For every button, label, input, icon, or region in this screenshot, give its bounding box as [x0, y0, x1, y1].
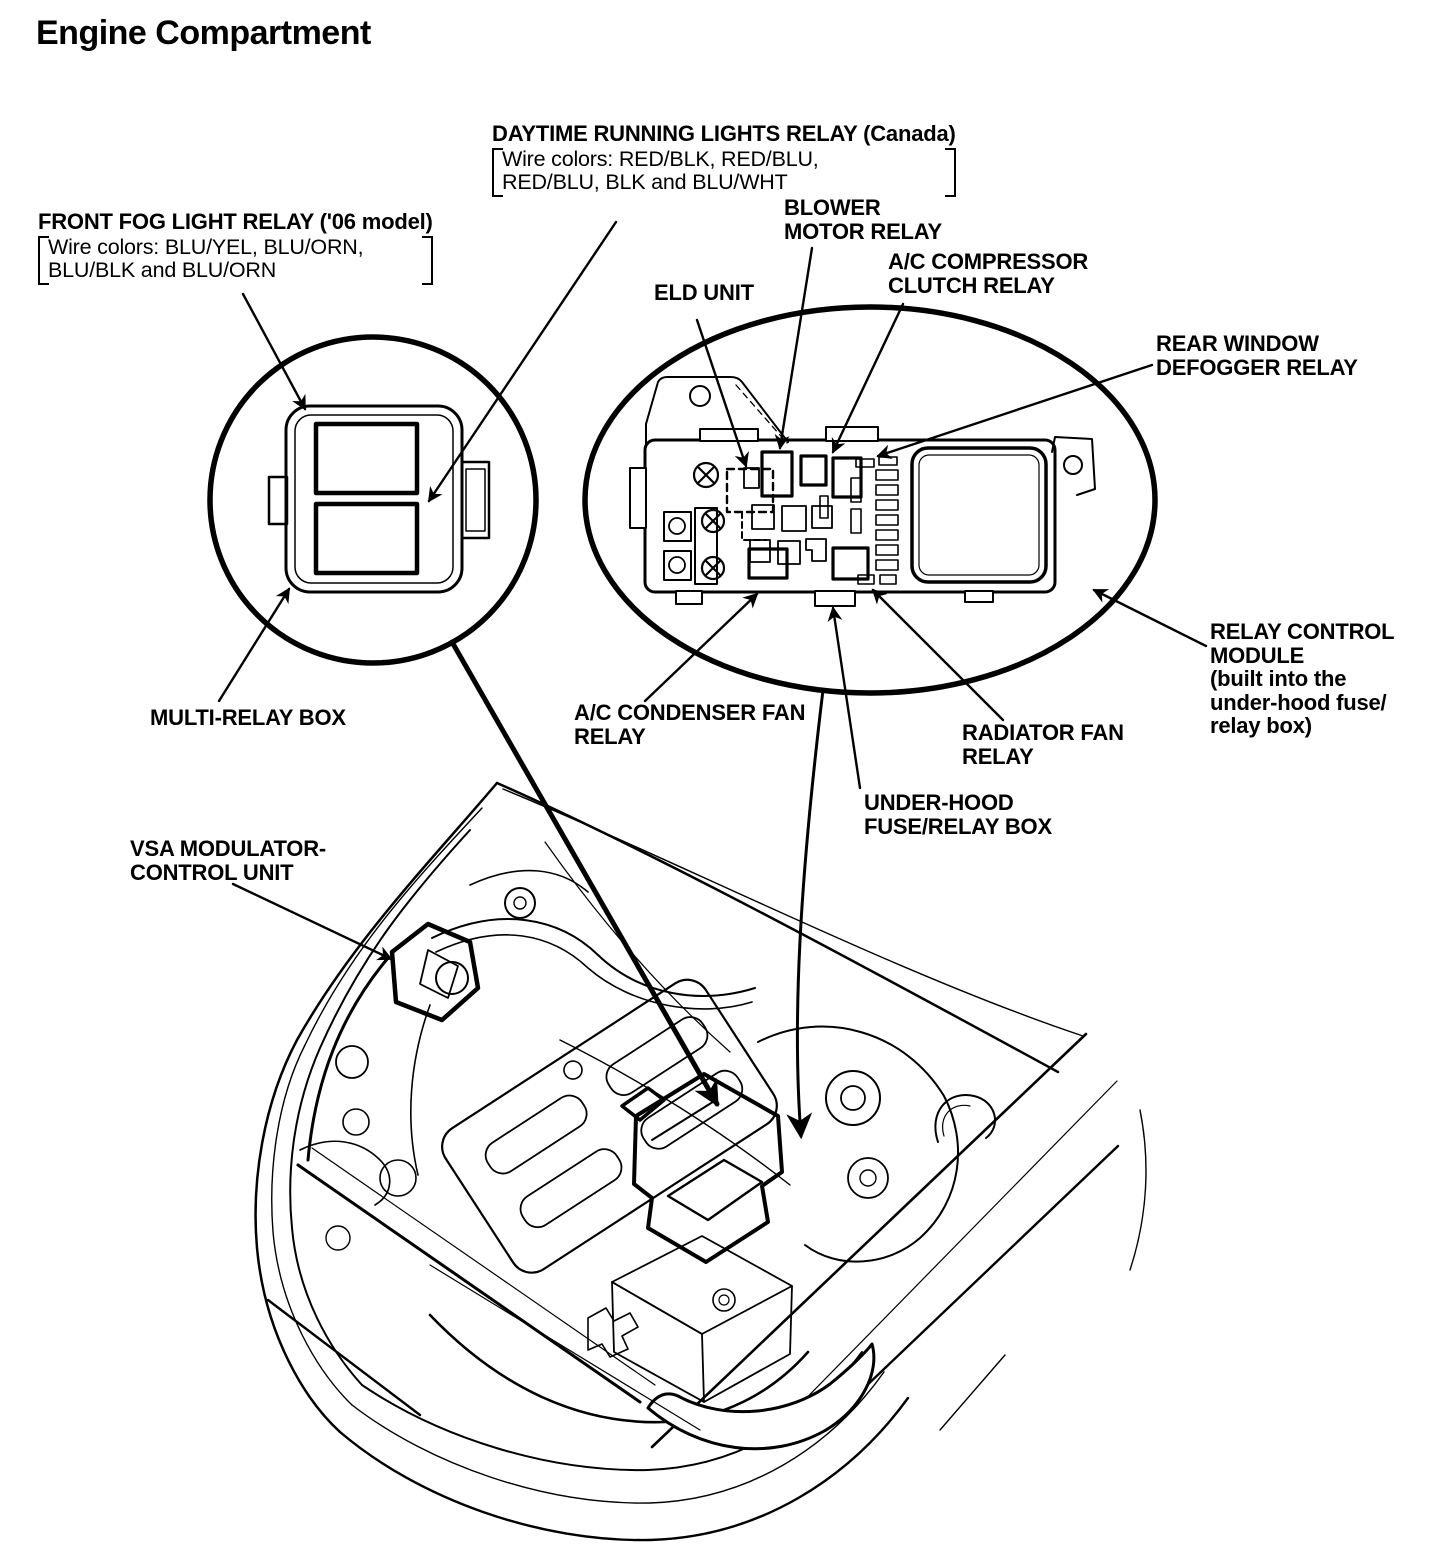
detail-ellipse: [585, 307, 1155, 693]
callout-title: FRONT FOG LIGHT RELAY ('06 model): [38, 209, 433, 234]
callout-ac-compressor-clutch-relay: A/C COMPRESSOR CLUTCH RELAY: [888, 249, 1089, 298]
underhood-box-in-bay: [622, 1074, 782, 1262]
screw-icons: [694, 463, 724, 579]
callout-vsa-modulator-control-unit: VSA MODULATOR- CONTROL UNIT: [130, 836, 327, 885]
callout-under-hood-fuse-relay-box: UNDER-HOOD FUSE/RELAY BOX: [864, 790, 1052, 839]
callout-radiator-fan-relay: RADIATOR FAN RELAY: [962, 720, 1124, 769]
callout-blower-motor-relay: BLOWER MOTOR RELAY: [784, 195, 942, 244]
eld-arrow: [697, 320, 746, 466]
wire-colors-note: Wire colors: BLU/YEL, BLU/ORN, BLU/BLK and BLU/ORN: [38, 235, 433, 286]
callout-eld-unit: ELD UNIT: [654, 280, 754, 305]
condenser-arrow: [645, 594, 757, 701]
relay-control-arrow: [1094, 590, 1206, 646]
callout-relay-control-module: RELAY CONTROL MODULE (built into the under-hood fuse/ relay box): [1210, 619, 1395, 739]
underhood-up-arrow: [833, 608, 860, 788]
valve-cover: [434, 971, 785, 1281]
callout-title: DAYTIME RUNNING LIGHTS RELAY (Canada): [492, 121, 956, 146]
callout-rear-window-defogger-relay: REAR WINDOW DEFOGGER RELAY: [1156, 331, 1358, 380]
vsa-modulator-shape: [392, 924, 478, 1020]
blower-arrow: [780, 248, 812, 448]
callout-daytime-running-lights-relay: [492, 122, 956, 198]
multi-relay-arrow: [219, 589, 289, 701]
under-hood-fuse-relay-box-detail: [585, 307, 1155, 693]
blower-motor-relay-shape: [762, 452, 792, 496]
wire-colors-note: Wire colors: RED/BLK, RED/BLU, RED/BLU, BLK and BLU/WHT: [492, 147, 956, 198]
rear-defogger-arrow: [878, 365, 1152, 456]
relay-control-module-shape: [912, 448, 1046, 582]
radiator-arrow: [873, 590, 1003, 720]
vsa-arrow: [233, 884, 391, 959]
detail-circle: [210, 337, 536, 663]
daytime-relay-slot: [316, 504, 417, 573]
underhood-location-arrow: [797, 690, 823, 1136]
callout-multi-relay-box: MULTI-RELAY BOX: [150, 705, 346, 730]
callout-front-fog-light-relay: [38, 210, 433, 286]
multi-relay-box-detail: [210, 337, 536, 663]
engine-bay-drawing: [256, 783, 1146, 1540]
callout-ac-condenser-fan-relay: A/C CONDENSER FAN RELAY: [574, 700, 806, 749]
page-title: Engine Compartment: [36, 14, 371, 52]
front-fog-relay-slot: [316, 424, 417, 493]
